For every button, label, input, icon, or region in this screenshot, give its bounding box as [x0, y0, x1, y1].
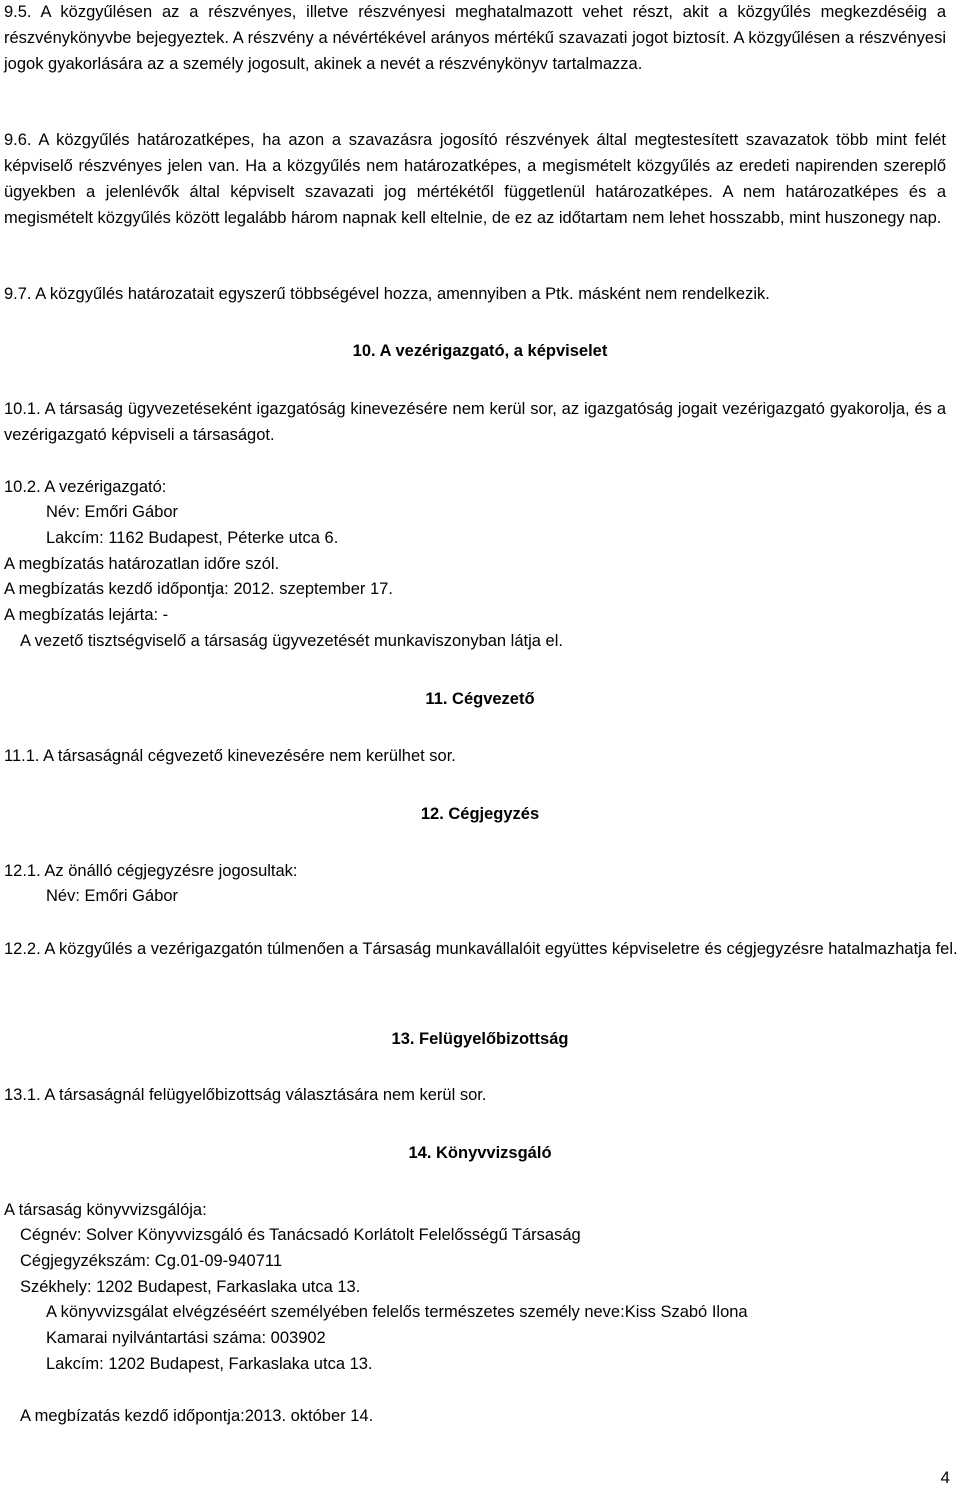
- section-12-1-intro: 12.1. Az önálló cégjegyzésre jogosultak:: [4, 862, 298, 880]
- auditor-person: A könyvvizsgálat elvégzéséért személyében felelős természetes személy neve:Kiss Szabó Ilona: [46, 1303, 748, 1321]
- paragraph-9-6: 9.6. A közgyűlés határozatképes, ha azon a szavazásra jogosító részvények által megtestesített szavazatok több mint felét képviselő részvényes jelen van. Ha a közgyűlés nem határozatképes, a megismételt közgyűlés az eredeti napirenden szereplő ügyekben a jelenlévők által képviselt szavazati jog mértékétől függetlenül határozatképes. A nem határozatképes és a megismételt közgyűlés között legalább három napnak kell eltelnie, de ez az időtartam nem lehet hosszabb, mint huszonegy nap.: [4, 131, 946, 227]
- auditor-intro: A társaság könyvvizsgálója:: [4, 1201, 207, 1219]
- section-11-1: 11.1. A társaságnál cégvezető kinevezésére nem kerülhet sor.: [4, 747, 456, 765]
- heading-12: 12. Cégjegyzés: [420, 805, 540, 823]
- ceo-name: Név: Emőri Gábor: [46, 503, 179, 521]
- paragraph-9-7: 9.7. A közgyűlés határozatait egyszerű többségével hozza, amennyiben a Ptk. másként nem rendelkezik.: [4, 285, 770, 303]
- auditor-mandate-start: A megbízatás kezdő időpontja:2013. október 14.: [20, 1407, 374, 1425]
- heading-13: 13. Felügyelőbizottság: [391, 1030, 569, 1048]
- paragraph-12-2: 12.2. A közgyűlés a vezérigazgatón túlmenően a Társaság munkavállalóit együttes képviseletre és cégjegyzésre hatalmazhatja fel.: [4, 940, 958, 958]
- auditor-company: Cégnév: Solver Könyvvizsgáló és Tanácsadó Korlátolt Felelősségű Társaság: [20, 1226, 581, 1244]
- section-13-1: 13.1. A társaságnál felügyelőbizottság választására nem kerül sor.: [4, 1086, 487, 1104]
- heading-11: 11. Cégvezető: [425, 690, 535, 708]
- heading-10: 10. A vezérigazgató, a képviselet: [352, 342, 608, 360]
- mandate-term: A megbízatás határozatlan időre szól.: [4, 555, 280, 573]
- mandate-end: A megbízatás lejárta: -: [4, 606, 169, 624]
- mandate-start: A megbízatás kezdő időpontja: 2012. szeptember 17.: [4, 580, 393, 598]
- ceo-employment: A vezető tisztségviselő a társaság ügyvezetését munkaviszonyban látja el.: [20, 632, 563, 650]
- auditor-chamber-no: Kamarai nyilvántartási száma: 003902: [46, 1329, 326, 1347]
- signatory-name: Név: Emőri Gábor: [46, 887, 179, 905]
- auditor-address: Lakcím: 1202 Budapest, Farkaslaka utca 13.: [46, 1355, 373, 1373]
- paragraph-10-1: 10.1. A társaság ügyvezetéseként igazgatóság kinevezésére nem kerül sor, az igazgatóság jogait vezérigazgató gyakorolja, és a vezérigazgató képviseli a társaságot.: [4, 400, 946, 444]
- auditor-seat: Székhely: 1202 Budapest, Farkaslaka utca 13.: [20, 1278, 361, 1296]
- paragraph-9-5: 9.5. A közgyűlésen az a részvényes, illetve részvényesi meghatalmazott vehet részt, akit a közgyűlés megkezdéséig a részvénykönyvbe bejegyeztek. A részvény a névértékével arányos mértékű szavazati jogot biztosít. A közgyűlésen a részvényesi jogok gyakorlására az a személy jogosult, akinek a nevét a részvénykönyv tartalmazza.: [4, 3, 946, 73]
- page-number: 4: [940, 1468, 950, 1487]
- auditor-regno: Cégjegyzékszám: Cg.01-09-940711: [20, 1252, 283, 1270]
- ceo-address: Lakcím: 1162 Budapest, Péterke utca 6.: [46, 529, 339, 547]
- section-10-2-intro: 10.2. A vezérigazgató:: [4, 478, 167, 496]
- heading-14: 14. Könyvvizsgáló: [408, 1144, 552, 1162]
